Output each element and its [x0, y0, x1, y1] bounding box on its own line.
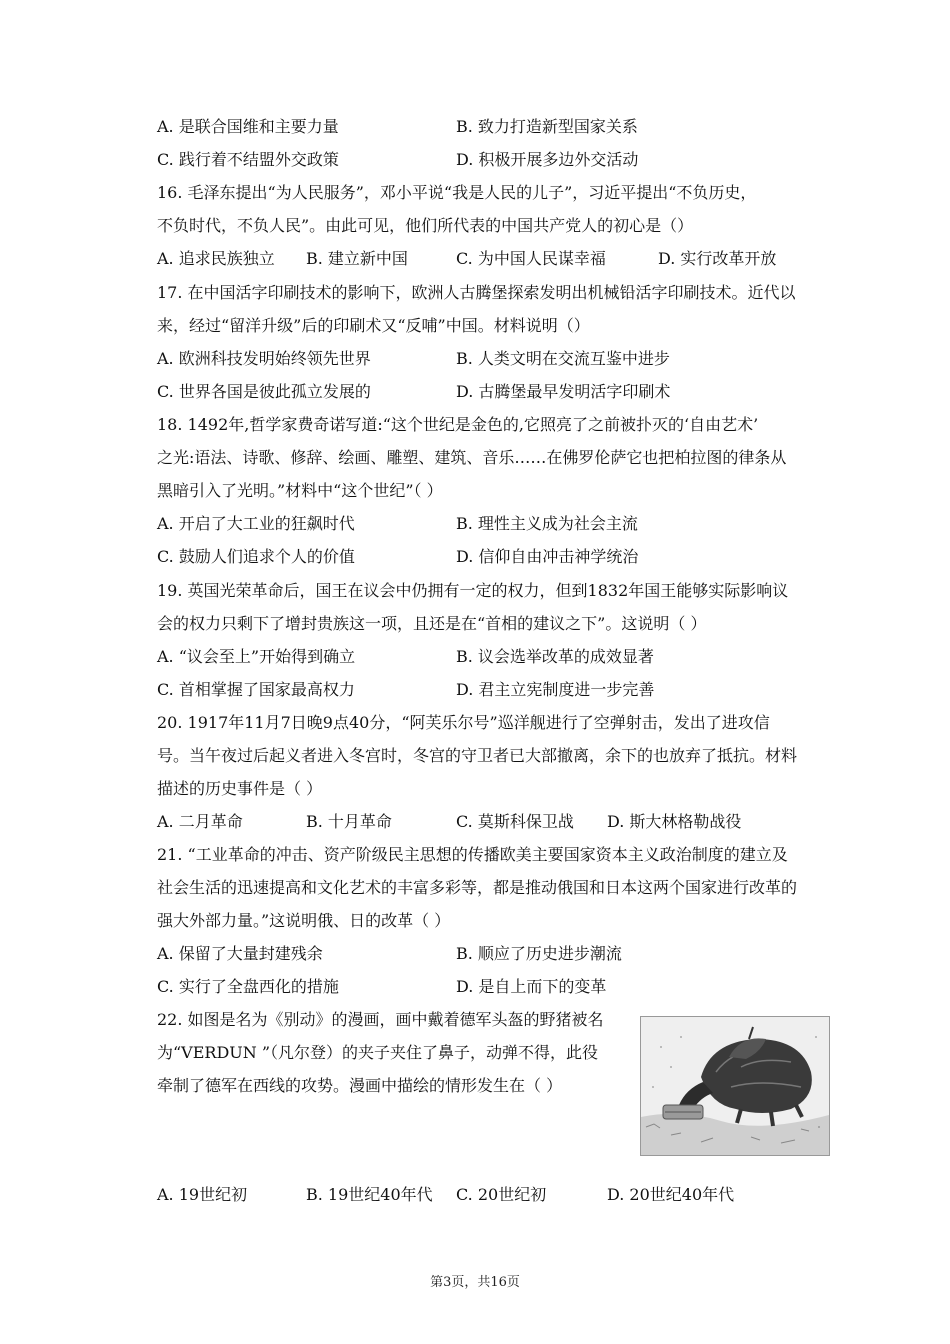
option-d: D. 是自上而下的变革 [456, 977, 607, 996]
question-19-line-1: 19. 英国光荣革命后，国王在议会中仍拥有一定的权力，但到1832年国王能够实际影响议 [157, 581, 789, 600]
option-c: C. 首相掌握了国家最高权力 [157, 680, 355, 699]
question-19-line-2: 会的权力只剩下了增封贵族这一项，且还是在“首相的建议之下”。这说明（ ） [157, 614, 707, 633]
question-16-line-2: 不负时代，不负人民”。由此可见，他们所代表的中国共产党人的初心是（） [157, 216, 694, 235]
option-a: A. 是联合国维和主要力量 [157, 117, 339, 136]
question-16-line-1: 16. 毛泽东提出“为人民服务”，邓小平说“我是人民的儿子”，习近平提出“不负历史， [157, 183, 757, 202]
option-c: C. 莫斯科保卫战 [456, 812, 574, 831]
option-b: B. 议会选举改革的成效显著 [456, 647, 654, 666]
option-d: D. 斯大林格勒战役 [607, 812, 742, 831]
question-18-line-1: 18. 1492年,哲学家费奇诺写道:“这个世纪是金色的,它照亮了之前被扑灭的‘自由艺术’ [157, 415, 759, 434]
question-17-line-2: 来，经过“留洋升级”后的印刷术又“反哺”中国。材料说明（） [157, 316, 590, 335]
option-b: B. 顺应了历史进步潮流 [456, 944, 622, 963]
option-c: C. 鼓励人们追求个人的价值 [157, 547, 355, 566]
question-20-line-1: 20. 1917年11月7日晚9点40分，“阿芙乐尔号”巡洋舰进行了空弹射击，发出了进攻信 [157, 713, 770, 732]
question-18-line-2: 之光:语法、诗歌、修辞、绘画、雕塑、建筑、音乐……在佛罗伦萨它也把柏拉图的律条从 [157, 448, 787, 467]
option-a: A. 二月革命 [157, 812, 243, 831]
cartoon-drawing [641, 1017, 829, 1155]
option-d: D. 实行改革开放 [658, 249, 777, 268]
option-a: A. 欧洲科技发明始终领先世界 [157, 349, 371, 368]
question-22-line-1: 22. 如图是名为《别动》的漫画，画中戴着德军头盔的野猪被名 [157, 1010, 604, 1029]
option-a: A. 19世纪初 [157, 1185, 248, 1204]
cartoon-image [640, 1016, 830, 1156]
option-d: D. 信仰自由冲击神学统治 [456, 547, 639, 566]
option-c: C. 为中国人民谋幸福 [456, 249, 606, 268]
question-17-line-1: 17. 在中国活字印刷技术的影响下，欧洲人古腾堡探索发明出机械铅活字印刷技术。近代以 [157, 283, 796, 302]
question-18-line-3: 黑暗引入了光明。”材料中“这个世纪”（ ） [157, 481, 443, 500]
question-20-line-3: 描述的历史事件是（ ） [157, 779, 323, 798]
option-b: B. 人类文明在交流互鉴中进步 [456, 349, 670, 368]
option-b: B. 致力打造新型国家关系 [456, 117, 638, 136]
option-b: B. 十月革命 [306, 812, 392, 831]
question-21-line-3: 强大外部力量。”这说明俄、日的改革（ ） [157, 911, 451, 930]
option-a: A. “议会至上”开始得到确立 [157, 647, 356, 666]
option-c: C. 践行着不结盟外交政策 [157, 150, 339, 169]
option-b: B. 理性主义成为社会主流 [456, 514, 638, 533]
option-d: D. 20世纪40年代 [607, 1185, 735, 1204]
option-b: B. 19世纪40年代 [306, 1185, 433, 1204]
option-d: D. 积极开展多边外交活动 [456, 150, 639, 169]
question-21-line-2: 社会生活的迅速提高和文化艺术的丰富多彩等，都是推动俄国和日本这两个国家进行改革的 [157, 878, 798, 897]
question-20-line-2: 号。当午夜过后起义者进入冬宫时，冬宫的守卫者已大部撤离，余下的也放弃了抵抗。材料 [157, 746, 798, 765]
question-21-line-1: 21. “工业革命的冲击、资产阶级民主思想的传播欧美主要国家资本主义政治制度的建立及 [157, 845, 788, 864]
question-22-line-3: 牵制了德军在西线的攻势。漫画中描绘的情形发生在（ ） [157, 1076, 563, 1095]
option-b: B. 建立新中国 [306, 249, 408, 268]
option-c: C. 20世纪初 [456, 1185, 547, 1204]
option-c: C. 世界各国是彼此孤立发展的 [157, 382, 371, 401]
option-a: A. 保留了大量封建残余 [157, 944, 323, 963]
option-d: D. 君主立宪制度进一步完善 [456, 680, 655, 699]
option-a: A. 开启了大工业的狂飙时代 [157, 514, 355, 533]
option-c: C. 实行了全盘西化的措施 [157, 977, 339, 996]
question-22-line-2: 为“VERDUN ”（凡尔登）的夹子夹住了鼻子，动弹不得，此役 [157, 1043, 599, 1062]
option-a: A. 追求民族独立 [157, 249, 275, 268]
option-d: D. 古腾堡最早发明活字印刷术 [456, 382, 671, 401]
page-number: 第3页，共16页 [430, 1275, 520, 1290]
